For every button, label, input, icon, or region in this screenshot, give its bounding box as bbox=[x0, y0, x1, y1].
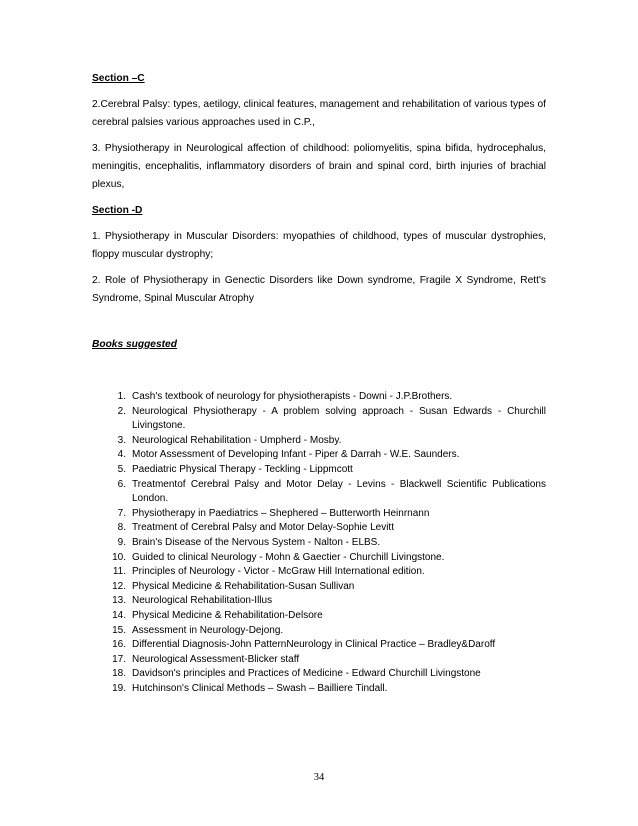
list-item-text: Cash's textbook of neurology for physiotherapists - Downi - J.P.Brothers. bbox=[132, 391, 453, 402]
list-item-text: Davidson's principles and Practices of Medicine - Edward Churchill Livingstone bbox=[132, 668, 481, 680]
list-item-text: Treatment of Cerebral Palsy and Motor Delay-Sophie Levitt bbox=[132, 522, 394, 534]
list-item bbox=[92, 624, 546, 639]
list-item bbox=[92, 594, 546, 609]
list-item-text: Neurological Physiotherapy - A problem solving approach - Susan Edwards - Churchill Livingstone. bbox=[132, 405, 546, 432]
list-item-number: 16. bbox=[112, 639, 126, 651]
list-item-number: 5. bbox=[117, 463, 126, 475]
list-item-text: Assessment in Neurology-Dejong. bbox=[132, 624, 284, 636]
list-item bbox=[92, 463, 546, 478]
list-item bbox=[92, 507, 546, 522]
list-item-number: 17. bbox=[112, 653, 126, 665]
list-item-text: Paediatric Physical Therapy - Teckling - Lippmcott bbox=[132, 463, 353, 475]
list-item-text: Brain's Disease of the Nervous System - Nalton - ELBS. bbox=[132, 536, 381, 548]
section-d-heading: Section -D bbox=[92, 205, 143, 216]
list-item bbox=[92, 390, 546, 405]
list-item bbox=[92, 580, 546, 595]
list-item-number: 4. bbox=[117, 449, 126, 461]
section-c-item-1: 2.Cerebral Palsy: types, aetilogy, clinical features, management and rehabilitation of various types of cerebral palsies various approaches used in C.P., bbox=[92, 99, 546, 128]
document-page bbox=[92, 70, 546, 696]
list-item-number: 7. bbox=[117, 507, 126, 519]
list-item bbox=[92, 521, 546, 536]
list-item bbox=[92, 434, 546, 449]
list-item-number: 15. bbox=[112, 624, 126, 636]
list-item-text: Neurological Rehabilitation - Umpherd - Mosby. bbox=[132, 434, 342, 446]
list-item-text: Treatmentof Cerebral Palsy and Motor Delay - Levins - Blackwell Scientific Publications London. bbox=[132, 478, 546, 505]
list-item-number: 13. bbox=[112, 595, 126, 607]
list-item-text: Physical Medicine & Rehabilitation-Susan Sullivan bbox=[132, 580, 355, 592]
list-item-number: 6. bbox=[117, 478, 126, 490]
section-c-heading: Section –C bbox=[92, 73, 145, 84]
list-item-text: Motor Assessment of Developing Infant - Piper & Darrah - W.E. Saunders. bbox=[132, 449, 460, 461]
list-item bbox=[92, 405, 546, 434]
list-item-text: Hutchinson's Clinical Methods – Swash – Bailliere Tindall. bbox=[132, 682, 388, 694]
list-item bbox=[92, 536, 546, 551]
list-item bbox=[92, 667, 546, 682]
list-item-number: 2. bbox=[117, 405, 126, 417]
list-item-number: 1. bbox=[117, 391, 126, 402]
list-item-number: 18. bbox=[112, 668, 126, 680]
page-number: 34 bbox=[313, 772, 325, 783]
list-item-number: 11. bbox=[112, 566, 126, 578]
list-item-number: 12. bbox=[112, 580, 126, 592]
list-item-text: Neurological Assessment-Blicker staff bbox=[132, 653, 300, 665]
list-item bbox=[92, 478, 546, 507]
books-suggested-heading: Books suggested bbox=[92, 339, 177, 350]
list-item bbox=[92, 551, 546, 566]
section-d-item-2: 2. Role of Physiotherapy in Genectic Disorders like Down syndrome, Fragile X Syndrome, Rett's Syndrome, Spinal Muscular Atrophy bbox=[92, 275, 546, 304]
list-item bbox=[92, 565, 546, 580]
section-d-item-1: 1. Physiotherapy in Muscular Disorders: myopathies of childhood, types of muscular dystrophies, floppy muscular dystrophy; bbox=[92, 231, 546, 260]
list-item-text: Physical Medicine & Rehabilitation-Delsore bbox=[132, 609, 323, 621]
list-item-number: 14. bbox=[112, 609, 126, 621]
list-item-number: 19. bbox=[112, 682, 126, 694]
list-item-number: 3. bbox=[117, 434, 126, 446]
list-item-text: Neurological Rehabilitation-Illus bbox=[132, 595, 273, 607]
books-list bbox=[92, 390, 546, 696]
list-item-text: Differential Diagnosis-John PatternNeurology in Clinical Practice – Bradley&Daroff bbox=[132, 639, 496, 651]
list-item bbox=[92, 653, 546, 668]
list-item-text: Physiotherapy in Paediatrics – Shephered – Butterworth Heinrnann bbox=[132, 507, 430, 519]
list-item-number: 10. bbox=[112, 551, 126, 563]
list-item bbox=[92, 448, 546, 463]
list-item-text: Guided to clinical Neurology - Mohn & Gaectier - Churchill Livingstone. bbox=[132, 551, 445, 563]
list-item bbox=[92, 682, 546, 697]
list-item-text: Principles of Neurology - Victor - McGraw Hill International edition. bbox=[132, 566, 425, 578]
list-item bbox=[92, 609, 546, 624]
list-item-number: 9. bbox=[117, 536, 126, 548]
section-c-item-2: 3. Physiotherapy in Neurological affection of childhood: poliomyelitis, spina bifida, hydrocephalus, meningitis, encephalitis, inflammatory disorders of brain and spinal cord, birth injuries of brachial plexus, bbox=[92, 143, 546, 190]
list-item bbox=[92, 638, 546, 653]
list-item-number: 8. bbox=[117, 522, 126, 534]
